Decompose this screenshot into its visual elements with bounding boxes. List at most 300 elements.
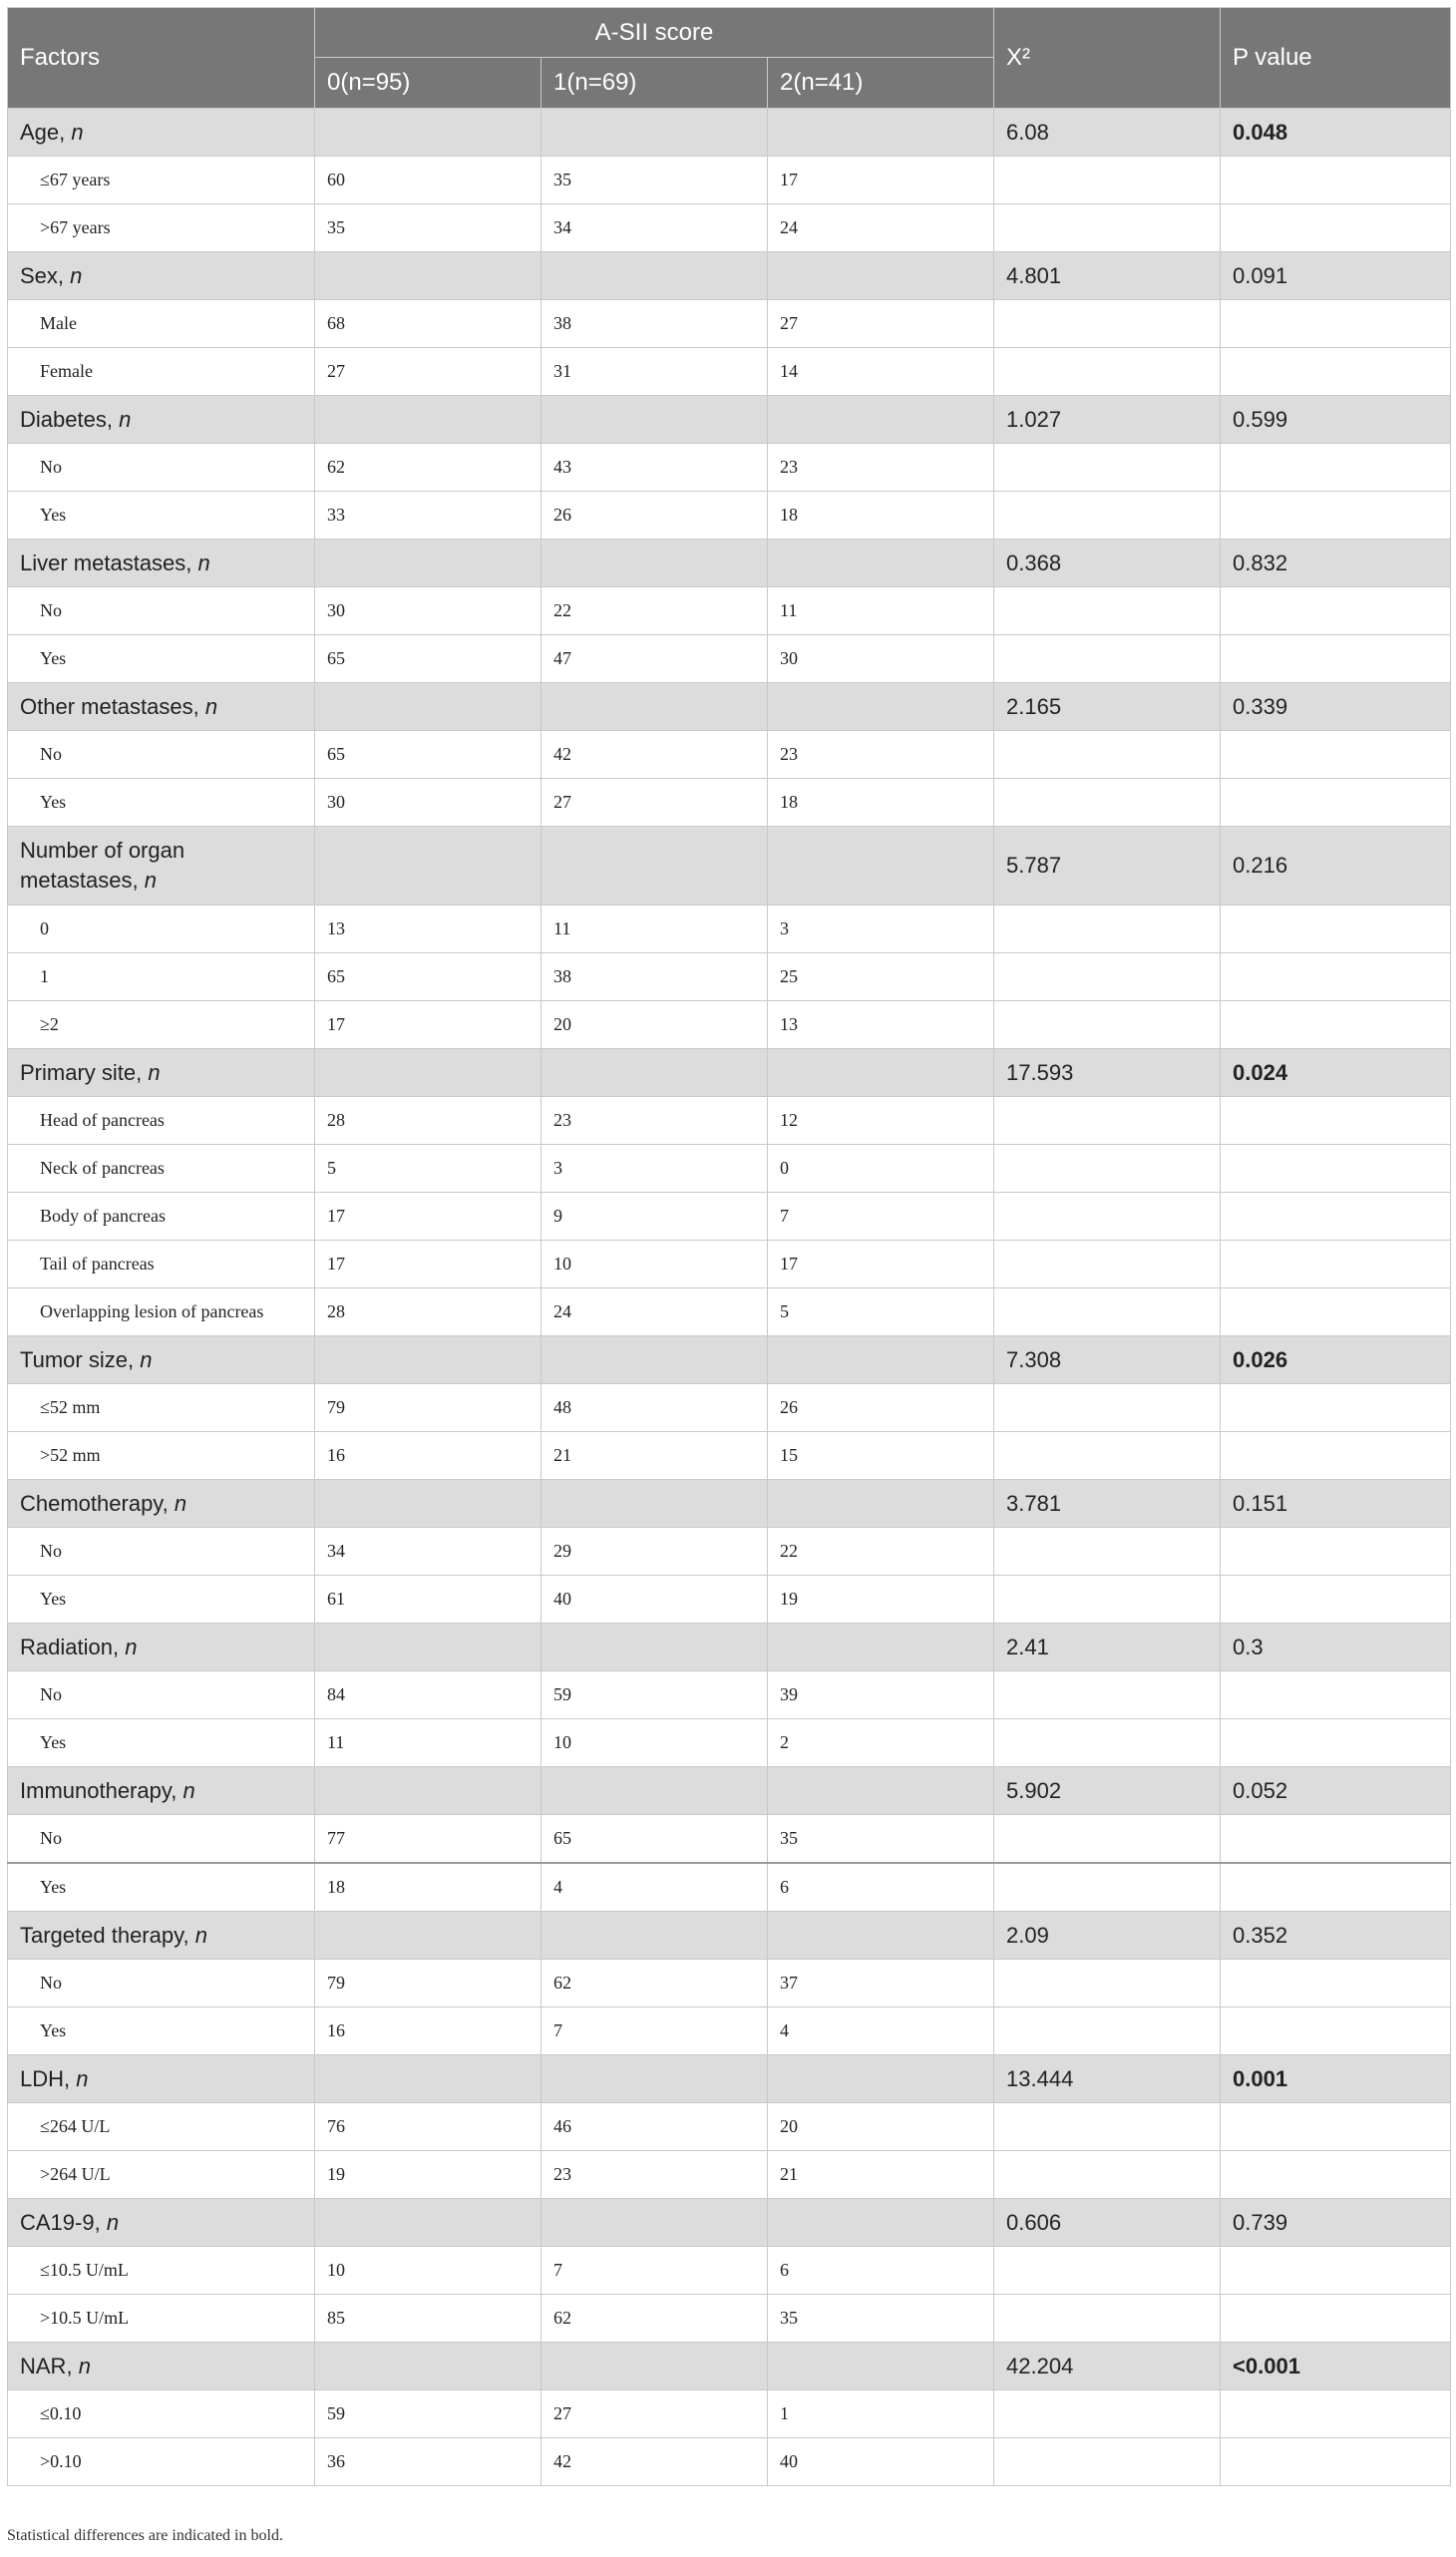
empty-cell	[768, 2055, 994, 2103]
factors-header: Factors	[8, 8, 315, 109]
subgroup-row	[8, 1815, 1451, 1864]
empty-cell	[315, 109, 542, 157]
score-1-count: 31	[542, 348, 768, 396]
score-1-count: 11	[542, 906, 768, 953]
score-2-count: 20	[768, 2103, 994, 2151]
category-name: NAR	[20, 2353, 67, 2378]
score-1-count: 29	[542, 1528, 768, 1576]
p-value: 0.216	[1221, 827, 1451, 906]
empty-cell	[994, 204, 1221, 252]
score-1-count: 10	[542, 1241, 768, 1288]
results-table	[7, 7, 1451, 2486]
subgroup-row	[8, 2103, 1451, 2151]
score-0-count: 13	[315, 906, 542, 953]
empty-cell	[1221, 444, 1451, 492]
subgroup-label: ≤264 U/L	[8, 2103, 315, 2151]
score-2-count: 7	[768, 1193, 994, 1241]
n-symbol: n	[194, 1922, 207, 1948]
score-2-count: 37	[768, 1960, 994, 2008]
subgroup-row	[8, 204, 1451, 252]
score-1-count: 62	[542, 2295, 768, 2343]
category-name: Tumor size	[20, 1346, 128, 1372]
subgroup-label: ≤0.10	[8, 2390, 315, 2438]
category-name: Sex	[20, 262, 58, 288]
score-0-count: 65	[315, 731, 542, 779]
empty-cell	[768, 1336, 994, 1384]
empty-cell	[994, 1960, 1221, 2008]
score-1-count: 47	[542, 635, 768, 683]
subgroup-label: Yes	[8, 1719, 315, 1767]
chi-square-header: X²	[994, 8, 1221, 109]
subgroup-label: Yes	[8, 1576, 315, 1624]
p-value-header: P value	[1221, 8, 1451, 109]
empty-cell	[542, 252, 768, 300]
chi-square-value: 5.902	[994, 1767, 1221, 1815]
score-2-count: 27	[768, 300, 994, 348]
subgroup-label: >0.10	[8, 2438, 315, 2486]
category-name: Immunotherapy	[20, 1777, 172, 1803]
subgroup-row	[8, 2390, 1451, 2438]
empty-cell	[768, 109, 994, 157]
subgroup-label: ≥2	[8, 1001, 315, 1049]
score-1-count: 46	[542, 2103, 768, 2151]
empty-cell	[994, 1193, 1221, 1241]
empty-cell	[1221, 2247, 1451, 2295]
n-separator: ,	[162, 1490, 175, 1516]
empty-cell	[315, 1480, 542, 1528]
category-name: Diabetes	[20, 406, 107, 432]
empty-cell	[315, 2343, 542, 2390]
chi-square-value: 6.08	[994, 109, 1221, 157]
n-symbol: n	[144, 868, 157, 893]
empty-cell	[542, 2055, 768, 2103]
category-row	[8, 396, 1451, 444]
score-2-count: 21	[768, 2151, 994, 2199]
empty-cell	[994, 1288, 1221, 1336]
score-1-count: 48	[542, 1384, 768, 1432]
chi-square-value: 7.308	[994, 1336, 1221, 1384]
empty-cell	[1221, 1576, 1451, 1624]
empty-cell	[1221, 2103, 1451, 2151]
empty-cell	[1221, 1719, 1451, 1767]
empty-cell	[542, 1767, 768, 1815]
empty-cell	[994, 1528, 1221, 1576]
score-2-count: 39	[768, 1671, 994, 1719]
empty-cell	[1221, 157, 1451, 204]
n-separator: ,	[127, 1346, 141, 1372]
subgroup-row	[8, 157, 1451, 204]
n-separator: ,	[112, 1634, 126, 1659]
empty-cell	[994, 953, 1221, 1001]
score-2-count: 2	[768, 1719, 994, 1767]
category-label	[8, 1480, 315, 1528]
subgroup-label: Head of pancreas	[8, 1097, 315, 1145]
category-row	[8, 540, 1451, 587]
n-separator: ,	[64, 2065, 77, 2091]
score-0-count: 62	[315, 444, 542, 492]
subgroup-label: >264 U/L	[8, 2151, 315, 2199]
score-2-count: 35	[768, 2295, 994, 2343]
score-2-count: 6	[768, 2247, 994, 2295]
empty-cell	[542, 827, 768, 906]
category-name: Number of organ metastases	[20, 838, 185, 893]
category-label	[8, 109, 315, 157]
score-2-count: 26	[768, 1384, 994, 1432]
subgroup-row	[8, 300, 1451, 348]
empty-cell	[1221, 204, 1451, 252]
n-separator: ,	[94, 2209, 107, 2235]
category-name: Primary site	[20, 1059, 137, 1085]
subgroup-row	[8, 2151, 1451, 2199]
chi-square-value: 2.41	[994, 1624, 1221, 1671]
empty-cell	[768, 1049, 994, 1097]
n-symbol: n	[197, 549, 210, 575]
table-container	[7, 7, 1450, 2486]
score-0-count: 27	[315, 348, 542, 396]
empty-cell	[994, 2438, 1221, 2486]
empty-cell	[1221, 635, 1451, 683]
empty-cell	[315, 540, 542, 587]
n-symbol: n	[174, 1490, 187, 1516]
empty-cell	[1221, 1960, 1451, 2008]
subgroup-label: 1	[8, 953, 315, 1001]
chi-square-value: 17.593	[994, 1049, 1221, 1097]
category-name: LDH	[20, 2065, 65, 2091]
empty-cell	[1221, 2008, 1451, 2055]
subgroup-row	[8, 2438, 1451, 2486]
score-2-count: 23	[768, 444, 994, 492]
p-value: 0.832	[1221, 540, 1451, 587]
empty-cell	[1221, 1528, 1451, 1576]
category-name: Age	[20, 119, 60, 145]
empty-cell	[1221, 1241, 1451, 1288]
subgroup-row	[8, 635, 1451, 683]
score-0-count: 17	[315, 1193, 542, 1241]
empty-cell	[1221, 1001, 1451, 1049]
score-1-count: 42	[542, 731, 768, 779]
score-2-count: 22	[768, 1528, 994, 1576]
n-symbol: n	[182, 1777, 195, 1803]
empty-cell	[542, 1480, 768, 1528]
category-label	[8, 2343, 315, 2390]
score-1-count: 38	[542, 953, 768, 1001]
score-0-count: 30	[315, 587, 542, 635]
category-label	[8, 827, 315, 906]
subgroup-row	[8, 2008, 1451, 2055]
score-2-count: 15	[768, 1432, 994, 1480]
subgroup-row	[8, 1671, 1451, 1719]
score-0-count: 17	[315, 1241, 542, 1288]
subgroup-row	[8, 779, 1451, 827]
subgroup-label: No	[8, 1528, 315, 1576]
empty-cell	[315, 1912, 542, 1960]
score-0-count: 33	[315, 492, 542, 540]
empty-cell	[542, 2343, 768, 2390]
empty-cell	[1221, 348, 1451, 396]
empty-cell	[994, 2295, 1221, 2343]
score-0-count: 34	[315, 1528, 542, 1576]
empty-cell	[1221, 1145, 1451, 1193]
p-value: 0.599	[1221, 396, 1451, 444]
n-separator: ,	[57, 262, 71, 288]
empty-cell	[542, 683, 768, 731]
n-separator: ,	[59, 119, 72, 145]
score-0-header: 0(n=95)	[315, 58, 542, 109]
empty-cell	[1221, 1815, 1451, 1864]
subgroup-row	[8, 906, 1451, 953]
category-name: Radiation	[20, 1634, 113, 1659]
category-name: Targeted therapy	[20, 1922, 183, 1948]
empty-cell	[994, 300, 1221, 348]
p-value: 0.001	[1221, 2055, 1451, 2103]
category-row	[8, 2055, 1451, 2103]
subgroup-label: >67 years	[8, 204, 315, 252]
subgroup-label: Yes	[8, 635, 315, 683]
empty-cell	[1221, 779, 1451, 827]
score-1-count: 35	[542, 157, 768, 204]
subgroup-row	[8, 1576, 1451, 1624]
empty-cell	[994, 2008, 1221, 2055]
score-0-count: 79	[315, 1384, 542, 1432]
empty-cell	[315, 683, 542, 731]
empty-cell	[994, 731, 1221, 779]
n-symbol: n	[70, 262, 83, 288]
empty-cell	[1221, 1384, 1451, 1432]
n-symbol: n	[76, 2065, 89, 2091]
empty-cell	[315, 1767, 542, 1815]
empty-cell	[768, 2199, 994, 2247]
category-name: Other metastases	[20, 693, 193, 719]
subgroup-row	[8, 2295, 1451, 2343]
table-footnote: Statistical differences are indicated in bold.	[7, 2527, 283, 2544]
subgroup-label: No	[8, 1671, 315, 1719]
chi-square-value: 1.027	[994, 396, 1221, 444]
category-label	[8, 396, 315, 444]
empty-cell	[768, 252, 994, 300]
empty-cell	[315, 2199, 542, 2247]
subgroup-label: No	[8, 587, 315, 635]
empty-cell	[315, 2055, 542, 2103]
score-2-count: 0	[768, 1145, 994, 1193]
subgroup-label: >52 mm	[8, 1432, 315, 1480]
empty-cell	[994, 444, 1221, 492]
subgroup-row	[8, 1241, 1451, 1288]
score-2-count: 11	[768, 587, 994, 635]
empty-cell	[994, 492, 1221, 540]
subgroup-row	[8, 2247, 1451, 2295]
score-0-count: 10	[315, 2247, 542, 2295]
p-value: 0.3	[1221, 1624, 1451, 1671]
empty-cell	[994, 1432, 1221, 1480]
empty-cell	[994, 1001, 1221, 1049]
score-1-count: 10	[542, 1719, 768, 1767]
n-separator: ,	[185, 549, 198, 575]
score-0-count: 68	[315, 300, 542, 348]
empty-cell	[994, 635, 1221, 683]
p-value: 0.739	[1221, 2199, 1451, 2247]
empty-cell	[994, 1719, 1221, 1767]
score-1-count: 65	[542, 1815, 768, 1864]
empty-cell	[315, 1336, 542, 1384]
category-name: Liver metastases	[20, 549, 186, 575]
n-symbol: n	[106, 2209, 120, 2235]
subgroup-row	[8, 444, 1451, 492]
empty-cell	[994, 1815, 1221, 1864]
table-body	[8, 109, 1451, 2486]
score-2-count: 18	[768, 779, 994, 827]
category-label	[8, 1767, 315, 1815]
score-2-count: 30	[768, 635, 994, 683]
score-1-count: 7	[542, 2247, 768, 2295]
n-symbol: n	[78, 2353, 91, 2378]
p-value: 0.048	[1221, 109, 1451, 157]
score-0-count: 65	[315, 953, 542, 1001]
category-row	[8, 683, 1451, 731]
empty-cell	[1221, 2151, 1451, 2199]
score-0-count: 5	[315, 1145, 542, 1193]
score-1-count: 20	[542, 1001, 768, 1049]
n-separator: ,	[136, 1059, 149, 1085]
subgroup-label: Yes	[8, 779, 315, 827]
score-0-count: 84	[315, 1671, 542, 1719]
empty-cell	[1221, 300, 1451, 348]
score-2-count: 5	[768, 1288, 994, 1336]
subgroup-label: Male	[8, 300, 315, 348]
empty-cell	[1221, 2390, 1451, 2438]
empty-cell	[542, 1624, 768, 1671]
score-0-count: 28	[315, 1097, 542, 1145]
subgroup-row	[8, 348, 1451, 396]
empty-cell	[994, 1145, 1221, 1193]
empty-cell	[768, 1480, 994, 1528]
chi-square-value: 4.801	[994, 252, 1221, 300]
score-1-count: 34	[542, 204, 768, 252]
score-2-count: 24	[768, 204, 994, 252]
empty-cell	[994, 2390, 1221, 2438]
score-1-count: 7	[542, 2008, 768, 2055]
category-row	[8, 2199, 1451, 2247]
empty-cell	[994, 2151, 1221, 2199]
subgroup-row	[8, 587, 1451, 635]
chi-square-value: 2.09	[994, 1912, 1221, 1960]
category-row	[8, 2343, 1451, 2390]
n-separator: ,	[66, 2353, 79, 2378]
empty-cell	[542, 2199, 768, 2247]
subgroup-label: No	[8, 1960, 315, 2008]
score-0-count: 30	[315, 779, 542, 827]
category-label	[8, 1624, 315, 1671]
score-1-count: 42	[542, 2438, 768, 2486]
subgroup-label: Overlapping lesion of pancreas	[8, 1288, 315, 1336]
empty-cell	[994, 587, 1221, 635]
score-1-count: 59	[542, 1671, 768, 1719]
empty-cell	[1221, 1193, 1451, 1241]
subgroup-row	[8, 1432, 1451, 1480]
empty-cell	[1221, 953, 1451, 1001]
score-0-count: 11	[315, 1719, 542, 1767]
empty-cell	[994, 1384, 1221, 1432]
score-2-count: 17	[768, 157, 994, 204]
table-header	[8, 8, 1451, 109]
category-label	[8, 2199, 315, 2247]
score-0-count: 61	[315, 1576, 542, 1624]
empty-cell	[768, 1912, 994, 1960]
empty-cell	[315, 396, 542, 444]
empty-cell	[1221, 587, 1451, 635]
category-row	[8, 1480, 1451, 1528]
p-value: 0.339	[1221, 683, 1451, 731]
score-1-count: 3	[542, 1145, 768, 1193]
score-0-count: 28	[315, 1288, 542, 1336]
subgroup-row	[8, 1001, 1451, 1049]
subgroup-label: No	[8, 1815, 315, 1864]
score-2-count: 13	[768, 1001, 994, 1049]
score-2-count: 1	[768, 2390, 994, 2438]
category-label	[8, 1912, 315, 1960]
empty-cell	[994, 2103, 1221, 2151]
subgroup-row	[8, 953, 1451, 1001]
score-0-count: 17	[315, 1001, 542, 1049]
category-row	[8, 252, 1451, 300]
p-value: 0.091	[1221, 252, 1451, 300]
empty-cell	[994, 1576, 1221, 1624]
subgroup-label: 0	[8, 906, 315, 953]
category-name: Chemotherapy	[20, 1490, 163, 1516]
category-row	[8, 1767, 1451, 1815]
subgroup-row	[8, 731, 1451, 779]
score-0-count: 77	[315, 1815, 542, 1864]
score-2-count: 14	[768, 348, 994, 396]
score-0-count: 19	[315, 2151, 542, 2199]
score-2-count: 19	[768, 1576, 994, 1624]
subgroup-label: >10.5 U/mL	[8, 2295, 315, 2343]
category-row	[8, 1624, 1451, 1671]
score-2-header: 2(n=41)	[768, 58, 994, 109]
category-label	[8, 2055, 315, 2103]
category-label	[8, 683, 315, 731]
empty-cell	[994, 348, 1221, 396]
empty-cell	[994, 779, 1221, 827]
chi-square-value: 5.787	[994, 827, 1221, 906]
n-separator: ,	[106, 406, 120, 432]
empty-cell	[994, 157, 1221, 204]
score-0-count: 35	[315, 204, 542, 252]
p-value: 0.024	[1221, 1049, 1451, 1097]
n-symbol: n	[71, 119, 84, 145]
score-0-count: 85	[315, 2295, 542, 2343]
subgroup-row	[8, 1193, 1451, 1241]
empty-cell	[994, 2247, 1221, 2295]
category-name: CA19-9	[20, 2209, 95, 2235]
n-separator: ,	[171, 1777, 183, 1803]
score-1-count: 38	[542, 300, 768, 348]
empty-cell	[768, 396, 994, 444]
subgroup-label: ≤52 mm	[8, 1384, 315, 1432]
empty-cell	[1221, 1432, 1451, 1480]
subgroup-label: Body of pancreas	[8, 1193, 315, 1241]
chi-square-value: 3.781	[994, 1480, 1221, 1528]
score-1-count: 4	[542, 1863, 768, 1912]
score-0-count: 65	[315, 635, 542, 683]
p-value: 0.151	[1221, 1480, 1451, 1528]
empty-cell	[542, 540, 768, 587]
empty-cell	[768, 1767, 994, 1815]
empty-cell	[1221, 731, 1451, 779]
subgroup-row	[8, 1960, 1451, 2008]
empty-cell	[1221, 906, 1451, 953]
chi-square-value: 2.165	[994, 683, 1221, 731]
empty-cell	[994, 906, 1221, 953]
